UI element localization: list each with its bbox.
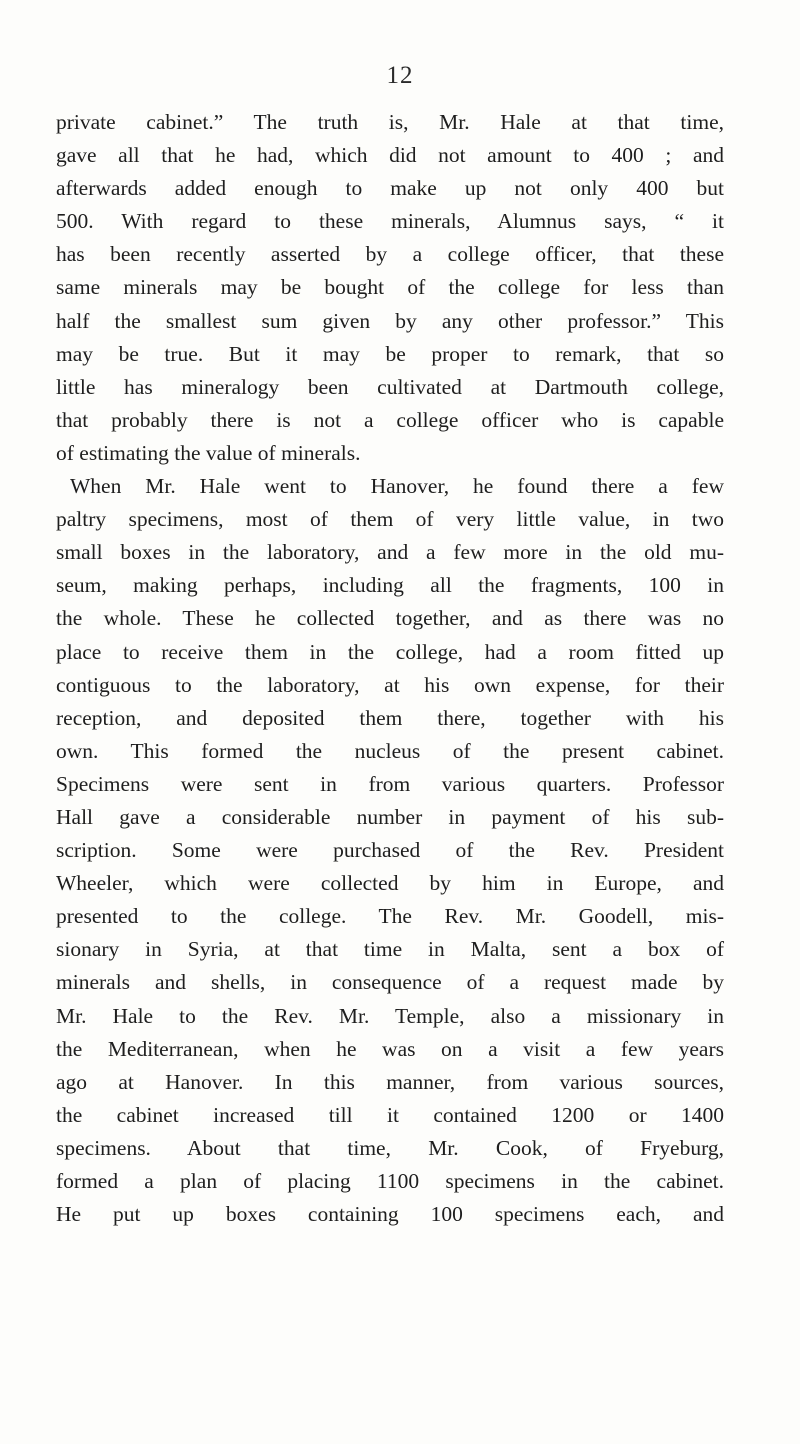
text-line: 500. With regard to these minerals, Alumnus says, “ it xyxy=(56,209,724,234)
text-line: may be true. But it may be proper to remark, that so xyxy=(56,341,724,366)
text-line: paltry specimens, most of them of very little value, in two xyxy=(56,507,724,532)
text-line: same minerals may be bought of the college for less than xyxy=(56,275,724,300)
text-line: scription. Some were purchased of the Rev. President xyxy=(56,838,724,863)
text-line: formed a plan of placing 1100 specimens in the cabinet. xyxy=(56,1169,724,1193)
text-line: small boxes in the laboratory, and a few more in the old mu- xyxy=(56,540,724,565)
text-line: sionary in Syria, at that time in Malta, sent a box of xyxy=(56,937,724,962)
text-line: specimens. About that time, Mr. Cook, of Fryeburg, xyxy=(56,1135,724,1160)
text-line: He put up boxes containing 100 specimens each, and xyxy=(56,1202,724,1227)
text-line: the whole. These he collected together, and as there was no xyxy=(56,606,724,631)
page-number: 12 xyxy=(386,62,414,89)
body-text xyxy=(56,106,724,1231)
text-line: seum, making perhaps, including all the fragments, 100 in xyxy=(56,573,724,598)
text-line: the cabinet increased till it contained 1200 or 1400 xyxy=(56,1102,724,1127)
text-line: of estimating the value of minerals. xyxy=(56,440,361,465)
text-line: the Mediterranean, when he was on a visit a few years xyxy=(56,1036,724,1061)
text-line: private cabinet.” The truth is, Mr. Hale at that time, xyxy=(56,110,724,134)
text-line: has been recently asserted by a college officer, that these xyxy=(56,242,724,267)
text-line: little has mineralogy been cultivated at Dartmouth college, xyxy=(56,374,724,399)
text-line: gave all that he had, which did not amount to 400 ; and xyxy=(56,143,724,168)
text-line: afterwards added enough to make up not only 400 but xyxy=(56,176,724,201)
text-line: reception, and deposited them there, together with his xyxy=(56,705,724,730)
text-line: place to receive them in the college, had a room fitted up xyxy=(56,639,724,664)
text-line: Specimens were sent in from various quarters. Professor xyxy=(56,771,724,796)
text-line: half the smallest sum given by any other professor.” This xyxy=(56,308,724,333)
text-line: When Mr. Hale went to Hanover, he found there a few xyxy=(70,474,724,499)
text-line: minerals and shells, in consequence of a request made by xyxy=(56,970,724,995)
text-line: Hall gave a considerable number in payment of his sub- xyxy=(56,804,724,829)
text-line: Mr. Hale to the Rev. Mr. Temple, also a missionary in xyxy=(56,1003,724,1028)
text-line: that probably there is not a college officer who is capable xyxy=(56,407,724,432)
text-line: presented to the college. The Rev. Mr. Goodell, mis- xyxy=(56,904,724,929)
text-line: ago at Hanover. In this manner, from various sources, xyxy=(56,1069,724,1094)
text-line: contiguous to the laboratory, at his own expense, for their xyxy=(56,672,724,697)
text-line: Wheeler, which were collected by him in Europe, and xyxy=(56,871,724,896)
text-line: own. This formed the nucleus of the present cabinet. xyxy=(56,738,724,763)
